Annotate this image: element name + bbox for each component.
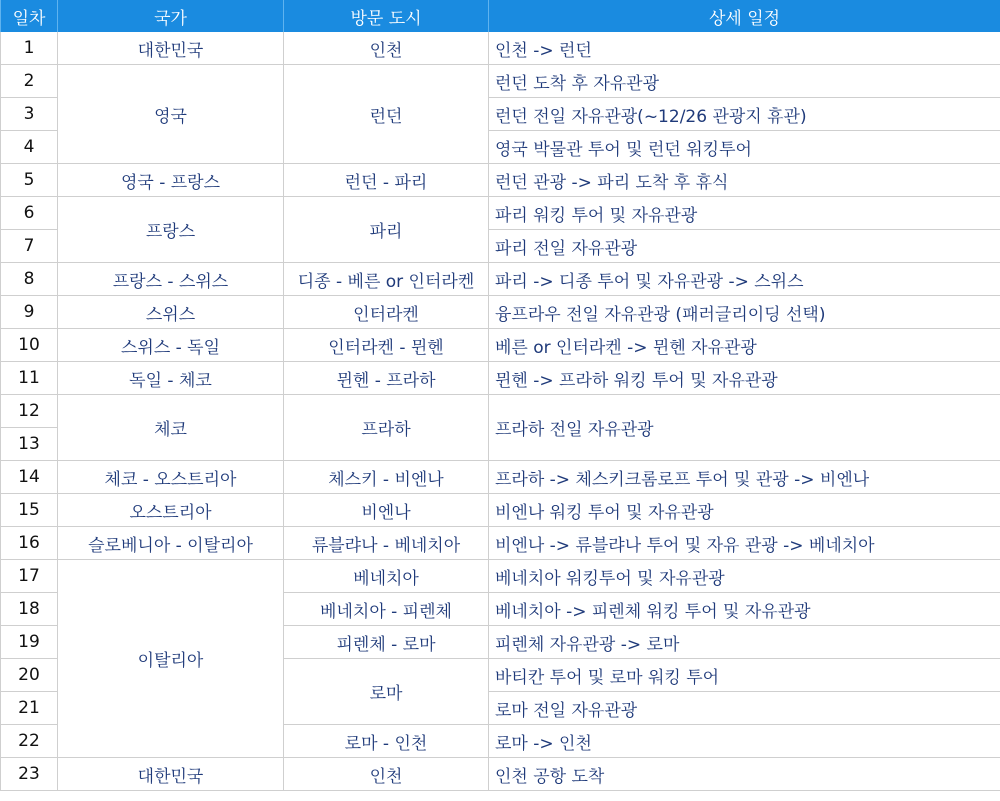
header-detail: 상세 일정: [489, 0, 1000, 32]
city-cell: 인천: [284, 32, 489, 65]
day-cell: 19: [1, 626, 58, 659]
city-cell: 프라하: [284, 395, 489, 461]
table-row: [1, 560, 1000, 593]
city-cell: 비엔나: [284, 494, 489, 527]
country-cell: 프랑스 - 스위스: [58, 263, 284, 296]
table-header: [1, 0, 1000, 32]
detail-cell: 로마 전일 자유관광: [489, 692, 1000, 725]
table-row: [1, 494, 1000, 527]
detail-cell: 런던 전일 자유관광(~12/26 관광지 휴관): [489, 98, 1000, 131]
city-cell: 뮌헨 - 프라하: [284, 362, 489, 395]
country-cell: 대한민국: [58, 32, 284, 65]
day-cell: 3: [1, 98, 58, 131]
city-cell: 베네치아: [284, 560, 489, 593]
day-cell: 10: [1, 329, 58, 362]
header-day: 일차: [1, 0, 58, 32]
table-body: [1, 32, 1000, 791]
detail-cell: 비엔나 -> 류블랴나 투어 및 자유 관광 -> 베네치아: [489, 527, 1000, 560]
city-cell: 디종 - 베른 or 인터라켄: [284, 263, 489, 296]
table-row: [1, 395, 1000, 428]
city-cell: 파리: [284, 197, 489, 263]
detail-cell: 런던 관광 -> 파리 도착 후 휴식: [489, 164, 1000, 197]
day-cell: 6: [1, 197, 58, 230]
detail-cell: 베네치아 -> 피렌체 워킹 투어 및 자유관광: [489, 593, 1000, 626]
detail-cell: 영국 박물관 투어 및 런던 워킹투어: [489, 131, 1000, 164]
detail-cell: 바티칸 투어 및 로마 워킹 투어: [489, 659, 1000, 692]
day-cell: 9: [1, 296, 58, 329]
table-row: [1, 65, 1000, 98]
city-cell: 런던 - 파리: [284, 164, 489, 197]
detail-cell: 융프라우 전일 자유관광 (패러글리이딩 선택): [489, 296, 1000, 329]
day-cell: 22: [1, 725, 58, 758]
table-row: [1, 296, 1000, 329]
city-cell: 피렌체 - 로마: [284, 626, 489, 659]
table-row: [1, 197, 1000, 230]
country-cell: 스위스: [58, 296, 284, 329]
day-cell: 4: [1, 131, 58, 164]
detail-cell: 베네치아 워킹투어 및 자유관광: [489, 560, 1000, 593]
country-cell: 체코 - 오스트리아: [58, 461, 284, 494]
detail-cell: 인천 -> 런던: [489, 32, 1000, 65]
header-city: 방문 도시: [284, 0, 489, 32]
day-cell: 16: [1, 527, 58, 560]
detail-cell: 파리 -> 디종 투어 및 자유관광 -> 스위스: [489, 263, 1000, 296]
day-cell: 14: [1, 461, 58, 494]
day-cell: 15: [1, 494, 58, 527]
day-cell: 18: [1, 593, 58, 626]
country-cell: 독일 - 체코: [58, 362, 284, 395]
table-row: [1, 362, 1000, 395]
city-cell: 류블랴나 - 베네치아: [284, 527, 489, 560]
detail-cell: 로마 -> 인천: [489, 725, 1000, 758]
day-cell: 12: [1, 395, 58, 428]
detail-cell: 프라하 -> 체스키크롬로프 투어 및 관광 -> 비엔나: [489, 461, 1000, 494]
table-row: [1, 32, 1000, 65]
day-cell: 21: [1, 692, 58, 725]
city-cell: 인천: [284, 758, 489, 791]
table-row: [1, 263, 1000, 296]
city-cell: 로마 - 인천: [284, 725, 489, 758]
detail-cell: 파리 워킹 투어 및 자유관광: [489, 197, 1000, 230]
detail-cell: 뮌헨 -> 프라하 워킹 투어 및 자유관광: [489, 362, 1000, 395]
day-cell: 17: [1, 560, 58, 593]
table-row: [1, 758, 1000, 791]
day-cell: 2: [1, 65, 58, 98]
day-cell: 13: [1, 428, 58, 461]
country-cell: 프랑스: [58, 197, 284, 263]
country-cell: 대한민국: [58, 758, 284, 791]
country-cell: 영국: [58, 65, 284, 164]
detail-cell: 비엔나 워킹 투어 및 자유관광: [489, 494, 1000, 527]
day-cell: 20: [1, 659, 58, 692]
day-cell: 8: [1, 263, 58, 296]
header-row: [1, 0, 1000, 32]
city-cell: 로마: [284, 659, 489, 725]
detail-cell: 베른 or 인터라켄 -> 뮌헨 자유관광: [489, 329, 1000, 362]
country-cell: 스위스 - 독일: [58, 329, 284, 362]
table-row: [1, 527, 1000, 560]
city-cell: 인터라켄: [284, 296, 489, 329]
country-cell: 영국 - 프랑스: [58, 164, 284, 197]
day-cell: 11: [1, 362, 58, 395]
country-cell: 이탈리아: [58, 560, 284, 758]
table-row: [1, 461, 1000, 494]
city-cell: 체스키 - 비엔나: [284, 461, 489, 494]
day-cell: 7: [1, 230, 58, 263]
city-cell: 베네치아 - 피렌체: [284, 593, 489, 626]
detail-cell: 파리 전일 자유관광: [489, 230, 1000, 263]
detail-cell: 런던 도착 후 자유관광: [489, 65, 1000, 98]
day-cell: 23: [1, 758, 58, 791]
detail-cell: 인천 공항 도착: [489, 758, 1000, 791]
country-cell: 오스트리아: [58, 494, 284, 527]
country-cell: 슬로베니아 - 이탈리아: [58, 527, 284, 560]
day-cell: 5: [1, 164, 58, 197]
detail-cell: 프라하 전일 자유관광: [489, 395, 1000, 461]
country-cell: 체코: [58, 395, 284, 461]
table-row: [1, 164, 1000, 197]
day-cell: 1: [1, 32, 58, 65]
city-cell: 런던: [284, 65, 489, 164]
header-country: 국가: [58, 0, 284, 32]
detail-cell: 피렌체 자유관광 -> 로마: [489, 626, 1000, 659]
city-cell: 인터라켄 - 뮌헨: [284, 329, 489, 362]
table-row: [1, 329, 1000, 362]
